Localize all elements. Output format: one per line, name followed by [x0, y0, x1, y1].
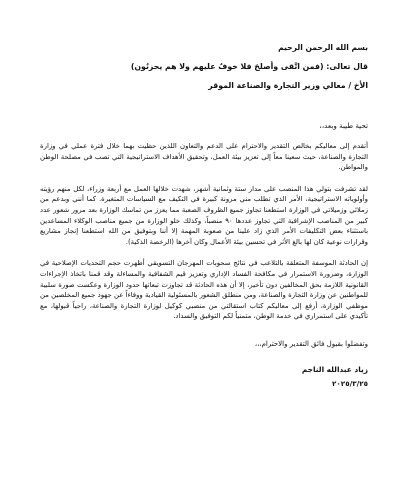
closing-line: وتفضلوا بقبول فائق التقدير والاحترام،،، [254, 339, 368, 348]
bismillah-heading: بسم الله الرحمن الرحيم [278, 43, 368, 52]
quran-verse: قال تعالى: (فمن اتَّقى وأصلحَ فلا خوفٌ عليهم ولا هم يحزنُون) [130, 62, 368, 71]
letter-date: ٢٠٢٥/٣/٢٥ [332, 378, 368, 388]
paragraph-resignation: إن الحادثة الموسفة المتعلقة بالتلاعب في نتائج سحوبات المهرجان التسويقي أظهرت حجم التحديات الإصلاحية في الوزارة، وضرورة الاستمرار في مكافحة الفساد الإداري وتعزيز قيم الشفافية والمساءلة وقد قمنا باتخاذ الإجراءات القانونية اللازمة بحق المخالفين دون تأخير، إلا أن هذه الحادثة قد تجاوزت تبعاتها حدود الوزارة وعكست صورة سلبية للمواطنين عن وزارة التجارة والصناعة، ومن منطلق الشعور بالمسئولية القيادية ووفاءاً عن جهود جميع المخلصين من موظفي الوزارة، أرفع إلى معاليكم كتاب استقالتي من منصبي كوكيل لوزارة التجارة والصناعة، راجياً قبولها، مع تأكيدي على استمراري في خدمة الوطن، متمنياً لكم التوفيق والسداد. [40, 259, 368, 321]
greeting-line: تحية طيبة وبعد،، [319, 121, 368, 130]
paragraph-tenure: لقد تشرفت بتولي هذا المنصب على مدار ستة وثمانية أشهر، شهدت خلالها العمل مع أربعة وزراء، لكل منهم رؤيته وأولوياته الاستراتيجية، الأمر الذي تطلب مني مرونة كبيرة في التكيف مع السياسات المتغيرة. كما أنني وبدعم من زملائي وزميلاتي في الوزارة استطعنا تجاوز جميع الظروف الصعبة مما يعزز من تماسك الوزارة بعد مرور شعور عدد كبير من المناصب الإشرافية التي تجاوز عددها ٩٠ منصباً، وكذلك خلو الوزارة من جميع مناصب الوكلاء المساعدين باستثناء بعض التكليفات الأمر الذي زاد علينا من صعوبة المهمة إلا أننا وبتوفيق من الله استطعنا إنجاز مشاريع وقرارات نوعية كان لها بالغ الأثر في تحسين بيئة الأعمال وكان آخرها (الرخصة الذكية). [40, 184, 368, 246]
addressee-line: الأخ / معالي وزير التجارة والصناعة الموقر [208, 81, 368, 90]
paragraph-gratitude: أتقدم إلى معاليكم بخالص التقدير والاحترام على الدعم والتعاون اللذين حظيت بهما خلال فترة عملي في وزارة التجارة والصناعة، حيث سعينا معاً إلى تعزيز بيئة العمل، وتحقيق الأهداف الاستراتيجية التي تصب في مصلحة الوطن والمواطن. [40, 142, 368, 172]
signature-name: زياد عبدالله الناجم [301, 364, 368, 374]
